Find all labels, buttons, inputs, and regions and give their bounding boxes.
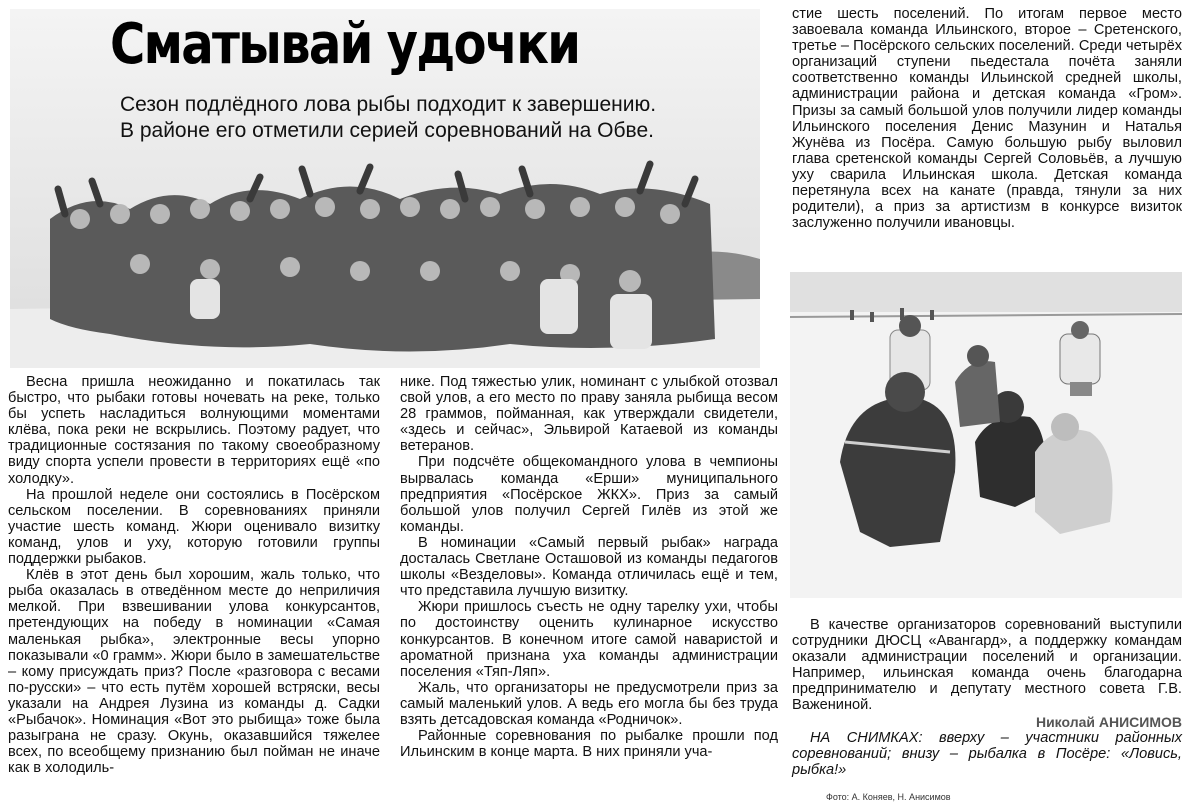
paragraph: Весна пришла неожиданно и покатилась так быстро, что рыбаки готовы ночевать на реке, только бы успеть насладиться волнующими моментами клёва, пока реки не вскрылись. Поэтому радует, что традиционные состязания по такому своеобразному виду спорта успели провести в территориях ещё «по холодку». [8, 374, 380, 487]
paragraph: Жюри пришлось съесть не одну тарелку ухи, чтобы по достоинству оценить кулинарное искусство конкурсантов. В конечном итоге самой наваристой и ароматной признана уха команды администрации поселения «Тяп-Ляп». [400, 599, 778, 680]
paragraph: При подсчёте общекомандного улова в чемпионы вырвалась команда «Ерши» муниципального предприятия «Посёрское ЖКХ». Приз за самый большой улов получил Сергей Гилёв из этой же команды. [400, 454, 778, 535]
article-column-1 [8, 374, 380, 776]
paragraph: Жаль, что организаторы не предусмотрели приз за самый маленький улов. А ведь его могла бы без труда взять детсадовская команда «Родничок». [400, 679, 778, 728]
article-column-3-end [792, 617, 1182, 778]
article-column-2 [400, 374, 778, 760]
paragraph: В номинации «Самый первый рыбак» награда досталась Светлане Осташовой из команды педагогов школы «Везделовы». Команда отличилась ещё и тем, что представила лучшую визитку. [400, 534, 778, 600]
paragraph: стие шесть поселений. По итогам первое место завоевала команда Ильинского, второе – Сретенского, третье – Посёрского сельских поселений. Среди четырёх организаций ступени пьедестала почёта заняли соответственно команды Ильинской средней школы, администрации района и детская команда «Гром». Призы за самый большой улов получили лидер команды Ильинского поселения Денис Мазунин и Наталья Жунёва из Посёра. Самую большую рыбу выловил глава сретенской команды Сергей Соловьёв, а лучшую уху сварила Ильинская школа. Детская команда перетянула всех на канате (правда, тянули за них родители), а приз за артистизм в конкурсе визиток заслуженно получили ивановцы. [792, 6, 1182, 232]
paragraph: На прошлой неделе они состоялись в Посёрском сельском поселении. В соревнованиях приняли участие шесть команд. Жюри оценивало визитку команд, улов и уху, которую готовили группы поддержки рыбаков. [8, 486, 380, 568]
headline: Сматывай удочки [110, 12, 580, 77]
subheadline: Сезон подлёдного лова рыбы подходит к завершению. В районе его отметили серией соревнований на Обве. [120, 93, 657, 142]
paragraph: нике. Под тяжестью улик, номинант с улыбкой отозвал свой улов, а его место по праву заняла рыбища весом 28 граммов, пойманная, как утверждали свидетели, «здесь и сейчас», Эльвирой Катаевой из команды ветеранов. [400, 374, 778, 455]
ice-fishing-illustration [790, 272, 1182, 598]
photo-credit: Фото: А. Коняев, Н. Анисимов [826, 792, 951, 802]
paragraph: Районные соревнования по рыбалке прошли под Ильинским в конце марта. В них приняли уча- [400, 728, 778, 761]
paragraph: Клёв в этот день был хорошим, жаль только, что рыба оказалась в отведённом месте до неприличия мелкой. При взвешивании улова конкурсантов, претендующих на победу в номинации «Самая маленькая рыбка», электронные весы упорно показывали «0 грамм». Жюри было в замешательстве – кому присуждать приз? После «разговора с весами по-русски» – что есть путём хорошей встряски, весы указали на Андрея Лузина из команды д. Садки «Рыбачок». Номинация «Вот это рыбища» тоже была разыграна не сразу. Окунь, оказавшийся тяжелее всех, по всеобщему признанию был пойман не иначе как в холодиль- [8, 567, 380, 777]
article-column-3 [792, 6, 1182, 231]
photo-caption: НА СНИМКАХ: вверху – участники районных соревнований; внизу – рыбалка в Посёре: «Ловись, рыбка!» [792, 729, 1182, 778]
author-name: Николай АНИСИМОВ [1035, 713, 1182, 730]
paragraph: В качестве организаторов соревнований выступили сотрудники ДЮСЦ «Авангард», а поддержку командам оказали администрации поселений и организации. Например, ильинская команда очень благодарна предпринимателю и депутату местного совета Г.В. Важениной. [792, 617, 1182, 714]
ice-fishing-photo [790, 272, 1182, 598]
